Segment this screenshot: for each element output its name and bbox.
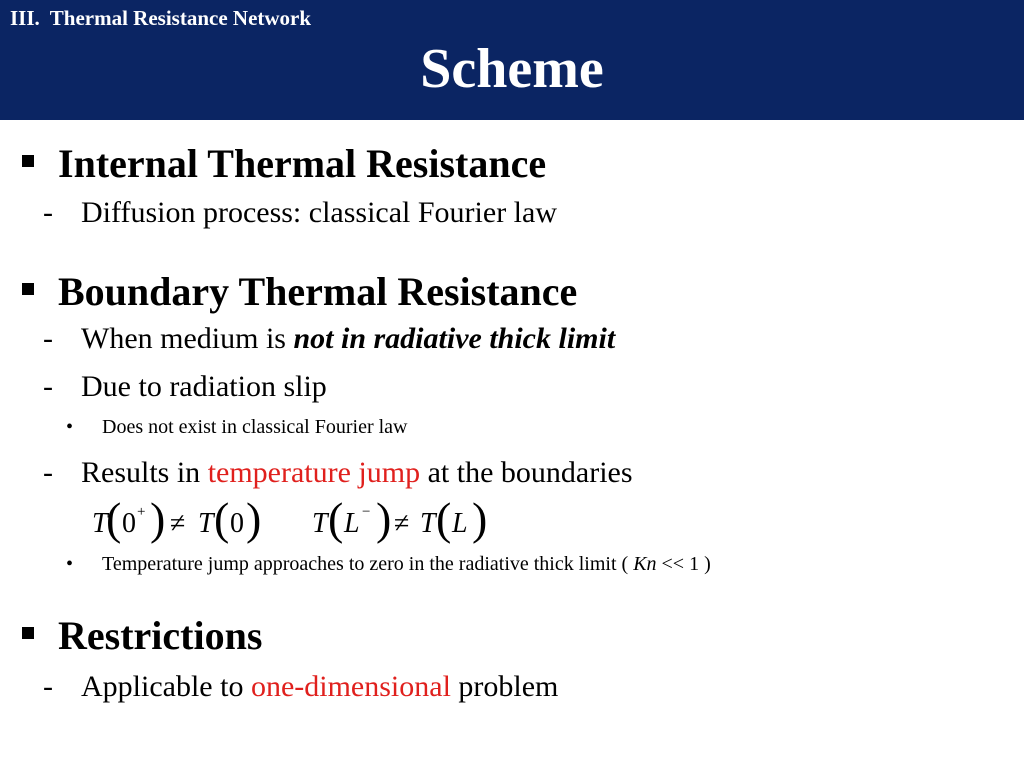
eq-symbol: ≠: [394, 508, 410, 539]
eq-paren: (: [214, 493, 230, 544]
eq-paren: (: [436, 493, 452, 544]
eq-symbol: L: [344, 508, 360, 539]
eq-paren: (: [328, 493, 344, 544]
dash-bullet: -: [43, 322, 53, 355]
section-label: [10, 6, 311, 31]
square-bullet-icon: [22, 155, 34, 167]
section-number: III.: [10, 6, 40, 30]
dash-bullet: -: [43, 670, 53, 703]
eq-symbol: ≠: [170, 508, 186, 539]
section-title: Thermal Resistance Network: [49, 6, 312, 30]
eq-paren: ): [150, 493, 166, 544]
eq-symbol: T: [92, 508, 108, 539]
round-bullet: •: [66, 416, 74, 438]
dash-bullet: -: [43, 370, 53, 403]
highlight-text: temperature jump: [207, 456, 421, 489]
eq-symbol: T: [198, 508, 214, 539]
slide-title: Scheme: [420, 38, 604, 100]
eq-symbol: L: [452, 508, 468, 539]
eq-symbol: T: [420, 508, 436, 539]
square-bullet-icon: [22, 627, 34, 639]
title-bar: [0, 0, 1024, 120]
eq-symbol: 0: [122, 508, 136, 539]
eq-paren: (: [106, 493, 122, 544]
eq-paren: ): [376, 493, 392, 544]
eq-symbol: +: [137, 504, 146, 520]
highlight-text: one-dimensional: [250, 670, 451, 703]
dash-bullet: -: [43, 196, 53, 229]
dash-bullet: -: [43, 456, 53, 489]
eq-paren: ): [472, 493, 488, 544]
emphasis-text: not in radiative thick limit: [293, 322, 616, 355]
square-bullet-icon: [22, 283, 34, 295]
eq-symbol: 0: [230, 508, 244, 539]
eq-symbol: T: [312, 508, 328, 539]
temperature-jump-equations: [90, 490, 510, 550]
eq-symbol: −: [362, 504, 371, 520]
eq-paren: ): [246, 493, 262, 544]
round-bullet: •: [66, 553, 74, 575]
